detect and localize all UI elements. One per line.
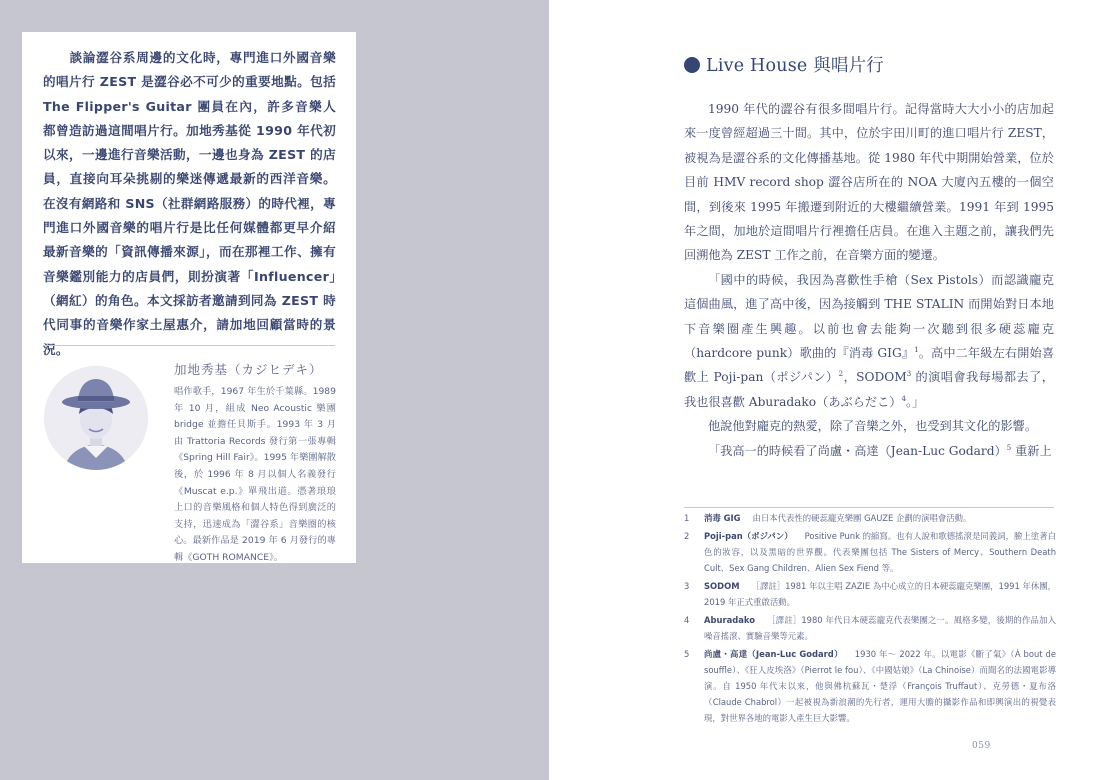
page-number: 059 [972, 741, 991, 751]
intro-line: 鑑別能力的店員們，則扮演著「Influencer」（網紅） [43, 268, 336, 308]
footnote-ref[interactable]: 5 [1006, 443, 1012, 452]
quote-text: 。高中二年級左右開始喜歡上 Poji-pan（ポジパン） [684, 346, 1055, 385]
footnote-item [684, 510, 1056, 526]
intro-line: 外國音樂的唱片行是比任何媒體都更早介紹最新音 [43, 220, 336, 260]
intro-line: 網路和 SNS（社群網路服務）的時代裡，專門進口 [43, 195, 336, 236]
bio-name: 加地秀基（カジヒデキ） [174, 362, 323, 377]
footnote-item [684, 528, 1056, 577]
footnote-body [704, 646, 1056, 727]
body-paragraph: 1990 年代的澀谷有很多間唱片行。記得當時大大小小的店加起來一度曾經超過三十間。其中，位於宇田川町的進口唱片行 ZEST，被視為是澀谷系的文化傳播基地。從 1980 年代中期開始營業，位於目前 HMV record shop 澀谷店所在的 NOA 大廈內五樓的一個空間，到後來 1995 年搬遷到附近的大樓繼續營業。1991 年到 1995 年之間，加地於這間唱片行裡擔任店員。在進入主題之前，讓我們先回溯他為 ZEST 工作之前，在音樂方面的變遷。 [684, 102, 1054, 263]
person-with-hat-icon [44, 366, 148, 470]
footnote-body [704, 578, 1056, 610]
card-divider [43, 345, 335, 346]
footnote-divider [684, 507, 1054, 508]
body-paragraph: 他說他對龐克的熱愛，除了音樂之外，也受到其文化的影響。 [708, 419, 1038, 434]
footnote-text: ［譯註］1981 年以主唱 ZAZIE 為中心成立的日本硬蕊龐克樂團，1991 年休團，2019 年正式重啟活動。 [704, 580, 1056, 608]
quote-text: 。」 [905, 394, 925, 409]
bio-text: 唱作歌手，1967 年生於千葉縣。1989 年 10 月，組成 Neo Acoustic 樂團 bridge 並擔任貝斯手。1993 年 3 月由 Trattoria Records 發行第一張專輯《Spring Hill Fair》。1995 年樂團解散後，於 1996 年 8 月以個人名義發行《Muscat e.p.》單飛出道。憑著琅琅上口的音樂風格和個人特色得到廣泛的支持，迅速成為「澀谷系」音樂圈的核心。最新作品是 2019 年 6 月發行的專輯《GOTH ROMANCE》。 [174, 386, 336, 563]
quote-text: 「我高一的時候看了尚盧・高達（Jean-Luc Godard） [708, 443, 1007, 458]
article-body [684, 97, 1054, 463]
footnote-body [704, 510, 1056, 526]
quote-text: 「國中的時候，我因為喜歡性手槍（Sex Pistols）而認識龐克這個曲風，進了高中後，因為接觸到 THE STALIN 而開始對日本地下音樂圈產生興趣。以前也會去能夠一次聽到很多硬蕊龐克（hardcore punk）歌曲的『消毒 GIG』 [684, 272, 1054, 361]
intro-line: 一邊進行音樂活動，一邊也身為 ZEST 的店員，直 [43, 147, 337, 187]
quote-text: 的演唱會我每場都去了，我也很喜歡 Aburadako（あぶらだこ） [684, 370, 1054, 409]
footnote-text: 由日本代表性的硬蕊龐克樂團 GAUZE 企劃的演唱會活動。 [752, 513, 972, 523]
body-paragraph [684, 268, 1054, 414]
intro-line: 的角色。本文採訪者邀請到同為 ZEST 時代同事的 [43, 292, 336, 333]
footnote-number: 4 [684, 614, 690, 625]
footnote-number: 5 [684, 648, 690, 659]
footnote-body [704, 612, 1056, 644]
intro-line: 音樂作家土屋惠介，請加地回顧當時的景況。 [43, 317, 336, 357]
footnote-text: 1930 年～ 2022 年。以電影《斷了氣》（À bout de souffle）、《狂人皮埃洛》（Pierrot le fou）、《中國姑娘》（La Chinoise）而聞名的法國電影導演。自 1950 年代末以來，他與佛杭蘇瓦・楚浮（François Truffaut）、克勞德・夏布洛（Claude Chabrol）一起被視為新浪潮的先行者，運用大膽的攝影作品和即興演出的視覺表現，對世界各地的電影人產生巨大影響。 [704, 648, 1056, 724]
footnote-term: 消毒 GIG [704, 513, 741, 523]
footnote-ref[interactable]: 1 [914, 346, 919, 354]
footnote-body [704, 528, 1056, 577]
left-page [0, 0, 549, 780]
footnote-item [684, 612, 1056, 644]
footnote-number: 3 [684, 580, 690, 591]
footnote-text: ［譯註］1980 年代日本硬蕊龐克代表樂團之一。風格多變，後期的作品加入噪音搖滾、實驗音樂等元素。 [704, 614, 1056, 641]
footnote-term: 尚盧・高達（Jean-Luc Godard） [704, 648, 843, 659]
bullet-circle-icon [684, 57, 700, 73]
footnote-term: Aburadako [704, 614, 755, 625]
author-bio [174, 360, 336, 567]
quote-text: 重新上 [1011, 443, 1052, 458]
section-heading [684, 52, 884, 77]
footnote-item [684, 646, 1056, 727]
intro-card [22, 32, 356, 563]
intro-line: 談論澀谷系周邊的文化時，專門進口外國音樂 [69, 50, 336, 65]
footnotes [684, 510, 1056, 728]
footnote-term: Poji-pan（ポジパン） [704, 530, 793, 541]
intro-paragraph [43, 46, 336, 362]
footnote-ref[interactable]: 3 [906, 370, 912, 379]
footnote-item [684, 578, 1056, 610]
footnote-ref[interactable]: 2 [838, 370, 844, 379]
heading-text: Live House 與唱片行 [706, 56, 884, 76]
footnote-ref[interactable]: 4 [901, 394, 906, 403]
footnote-text: Positive Punk 的縮寫。也有人說和歌德搖滾是同義詞，臉上塗著白色的妝容，以及黑暗的世界觀。代表樂團包括 The Sisters of Mercy、Southern Death Cult、Sex Gang Children、Alien Sex Fiend 等。 [704, 530, 1056, 574]
intro-line: 的唱片行 ZEST 是澀谷必不可少的重要地點。包括 [43, 74, 336, 90]
quote-text: ，SODOM [843, 370, 907, 385]
intro-line: The Flipper's Guitar 團員在內，許多音樂人都曾 [43, 98, 336, 138]
intro-line: 接向耳朵挑剔的樂迷傳遞最新的西洋音樂。在沒有 [43, 171, 336, 211]
body-paragraph [684, 439, 1054, 463]
intro-line: 樂的「資訊傳播來源」，而在那裡工作、擁有音樂 [43, 244, 336, 284]
footnote-number: 1 [684, 513, 690, 523]
intro-line: 造訪過這間唱片行。加地秀基從 1990 年代初以來， [43, 122, 336, 163]
portrait-photo [44, 366, 148, 470]
footnote-number: 2 [684, 530, 690, 541]
footnote-term: SODOM [704, 580, 740, 591]
